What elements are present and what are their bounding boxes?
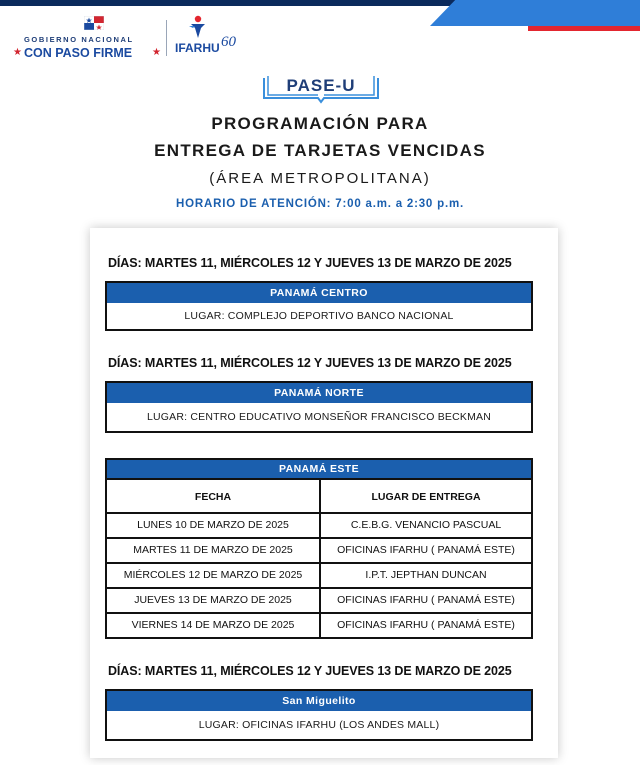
ifarhu-figure-icon bbox=[187, 14, 209, 40]
region-header: PANAMÁ ESTE bbox=[107, 460, 531, 478]
san-miguelito-box bbox=[105, 689, 533, 741]
gov-line-1: GOBIERNO NACIONAL bbox=[24, 35, 134, 44]
date-cell: VIERNES 14 DE MARZO DE 2025 bbox=[131, 619, 295, 631]
ifarhu-60-years: 60 bbox=[221, 34, 236, 50]
table-header-row bbox=[107, 478, 531, 512]
table-row bbox=[107, 512, 531, 537]
section-days-norte: DÍAS: MARTES 11, MIÉRCOLES 12 Y JUEVES 13 DE MARZO DE 2025 bbox=[108, 356, 512, 370]
header-blue-stripe bbox=[430, 0, 640, 26]
logo-divider bbox=[166, 20, 167, 56]
place-cell: I.P.T. JEPTHAN DUNCAN bbox=[319, 564, 531, 587]
ifarhu-name: IFARHU bbox=[175, 41, 220, 55]
panama-flag-icon bbox=[84, 16, 104, 30]
panama-centro-box bbox=[105, 281, 533, 331]
ifarhu-logo bbox=[175, 14, 243, 60]
service-hours: HORARIO DE ATENCIÓN: 7:00 a.m. a 2:30 p.m. bbox=[176, 198, 464, 210]
red-star-icon: ★ bbox=[152, 47, 161, 58]
red-star-icon: ★ bbox=[13, 47, 22, 58]
column-header-lugar: LUGAR DE ENTREGA bbox=[319, 480, 531, 512]
location-text: LUGAR: OFICINAS IFARHU (LOS ANDES MALL) bbox=[198, 719, 440, 731]
location-text: LUGAR: CENTRO EDUCATIVO MONSEÑOR FRANCISCO BECKMAN bbox=[146, 411, 492, 423]
region-header: PANAMÁ CENTRO bbox=[107, 283, 531, 303]
table-row bbox=[107, 612, 531, 637]
date-cell: JUEVES 13 DE MARZO DE 2025 bbox=[134, 594, 292, 606]
panama-este-table bbox=[105, 458, 533, 639]
place-cell: OFICINAS IFARHU ( PANAMÁ ESTE) bbox=[319, 589, 531, 612]
column-header-fecha: FECHA bbox=[194, 491, 232, 503]
title-line-3: (ÁREA METROPOLITANA) bbox=[209, 170, 431, 187]
panama-norte-box bbox=[105, 381, 533, 433]
region-header: San Miguelito bbox=[107, 691, 531, 711]
pase-u-wordmark: PASE-U bbox=[286, 76, 356, 95]
pase-u-logo bbox=[262, 72, 380, 102]
gobierno-nacional-logo bbox=[13, 16, 172, 62]
title-line-1: PROGRAMACIÓN PARA bbox=[211, 114, 429, 133]
section-days-san-miguelito: DÍAS: MARTES 11, MIÉRCOLES 12 Y JUEVES 13 DE MARZO DE 2025 bbox=[108, 664, 512, 678]
location-text: LUGAR: COMPLEJO DEPORTIVO BANCO NACIONAL bbox=[184, 310, 454, 322]
region-header: PANAMÁ NORTE bbox=[107, 383, 531, 403]
table-row bbox=[107, 562, 531, 587]
table-row bbox=[107, 587, 531, 612]
table-row bbox=[107, 537, 531, 562]
gov-line-2: CON PASO FIRME bbox=[24, 46, 133, 60]
header-red-stripe bbox=[528, 26, 640, 31]
place-cell: OFICINAS IFARHU ( PANAMÁ ESTE) bbox=[319, 614, 531, 637]
date-cell: MIÉRCOLES 12 DE MARZO DE 2025 bbox=[123, 569, 303, 581]
section-days-centro: DÍAS: MARTES 11, MIÉRCOLES 12 Y JUEVES 13 DE MARZO DE 2025 bbox=[108, 256, 512, 270]
title-line-2: ENTREGA DE TARJETAS VENCIDAS bbox=[154, 141, 486, 160]
date-cell: MARTES 11 DE MARZO DE 2025 bbox=[133, 544, 293, 556]
place-cell: OFICINAS IFARHU ( PANAMÁ ESTE) bbox=[319, 539, 531, 562]
place-cell: C.E.B.G. VENANCIO PASCUAL bbox=[319, 514, 531, 537]
date-cell: LUNES 10 DE MARZO DE 2025 bbox=[137, 519, 289, 531]
